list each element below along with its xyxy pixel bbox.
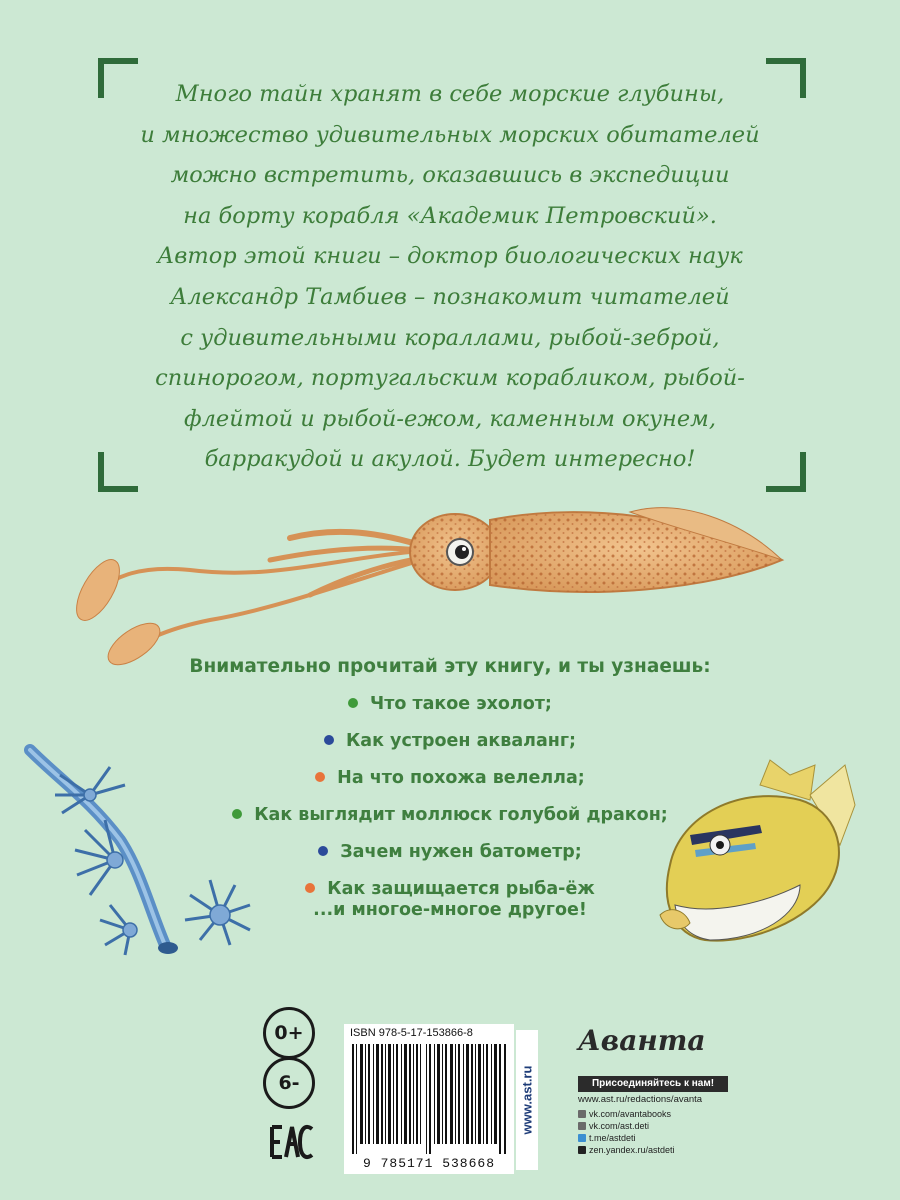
facts-title: Внимательно прочитай эту книгу, и ты узнаешь: bbox=[189, 656, 711, 677]
intro-line: и множество удивительных морских обитателей bbox=[140, 121, 760, 148]
vk-icon bbox=[578, 1122, 586, 1130]
intro-line: с удивительными кораллами, рыбой-зеброй, bbox=[180, 324, 720, 351]
intro-line: можно встретить, оказавшись в экспедиции bbox=[170, 162, 730, 189]
fact-text: Как выглядит моллюск голубой дракон; bbox=[254, 805, 668, 825]
social-link-text: vk.com/avantabooks bbox=[589, 1109, 672, 1119]
intro-line: флейтой и рыбой-ежом, каменным окунем, bbox=[184, 405, 716, 432]
social-link-text: zen.yandex.ru/astdeti bbox=[589, 1145, 675, 1155]
fact-text: Как устроен акваланг; bbox=[345, 731, 577, 751]
isbn-text: ISBN 978-5-17-153866-8 bbox=[350, 1027, 473, 1039]
eac-mark-icon bbox=[270, 1124, 314, 1160]
join-banner: Присоединяйтесь к нам! bbox=[578, 1076, 728, 1092]
social-link[interactable] bbox=[578, 1120, 675, 1132]
social-link[interactable] bbox=[578, 1132, 675, 1144]
fact-text: Зачем нужен батометр; bbox=[340, 842, 582, 862]
social-link[interactable] bbox=[578, 1108, 675, 1120]
bullet-dot bbox=[348, 698, 358, 708]
social-link-text: vk.com/ast.deti bbox=[589, 1121, 650, 1131]
publisher-logo bbox=[578, 1020, 706, 1072]
bullet-dot bbox=[315, 772, 325, 782]
site-text: www.ast.ru bbox=[519, 1065, 535, 1135]
age-rating-badge-secondary: 6- bbox=[263, 1057, 315, 1109]
bullet-dot bbox=[324, 735, 334, 745]
fact-text: Что такое эхолот; bbox=[370, 694, 552, 714]
intro-text bbox=[110, 74, 790, 480]
triggerfish-illustration bbox=[650, 755, 860, 955]
vk-icon bbox=[578, 1110, 586, 1118]
squid-tentacle bbox=[115, 562, 415, 662]
zen-icon bbox=[578, 1146, 586, 1154]
fact-text: Как защищается рыба-ёж bbox=[327, 879, 595, 899]
barcode-bars-icon bbox=[352, 1044, 508, 1154]
social-link-text: t.me/astdeti bbox=[589, 1133, 636, 1143]
logo-text: Аванта bbox=[578, 1024, 706, 1057]
telegram-icon bbox=[578, 1134, 586, 1142]
intro-line: на борту корабля «Академик Петровский». bbox=[183, 202, 717, 229]
social-link[interactable] bbox=[578, 1144, 675, 1156]
facts-more: ...и многое-многое другое! bbox=[313, 900, 587, 920]
age-rating-badge: 0+ bbox=[263, 1007, 315, 1059]
intro-line: Автор этой книги – доктор биологических наук bbox=[157, 243, 743, 270]
blue-dragon-illustration bbox=[20, 740, 280, 960]
site-vertical bbox=[516, 1030, 538, 1170]
barcode-number: 9 785171 538668 bbox=[362, 1156, 496, 1171]
squid-club bbox=[70, 553, 128, 627]
squid-illustration bbox=[70, 490, 800, 670]
barcode-box bbox=[344, 1024, 514, 1174]
intro-line: Александр Тамбиев – познакомит читателей bbox=[170, 283, 730, 310]
list-item bbox=[150, 686, 750, 723]
social-links bbox=[578, 1108, 675, 1156]
fact-text: На что похожа велелла; bbox=[337, 768, 585, 788]
bullet-dot bbox=[305, 883, 315, 893]
intro-line: спинорогом, португальским корабликом, рыбой- bbox=[155, 365, 745, 392]
bullet-dot bbox=[318, 846, 328, 856]
intro-line: барракудой и акулой. Будет интересно! bbox=[204, 446, 696, 473]
intro-line: Много тайн хранят в себе морские глубины, bbox=[175, 81, 725, 107]
publisher-url[interactable]: www.ast.ru/redactions/avanta bbox=[578, 1094, 703, 1105]
